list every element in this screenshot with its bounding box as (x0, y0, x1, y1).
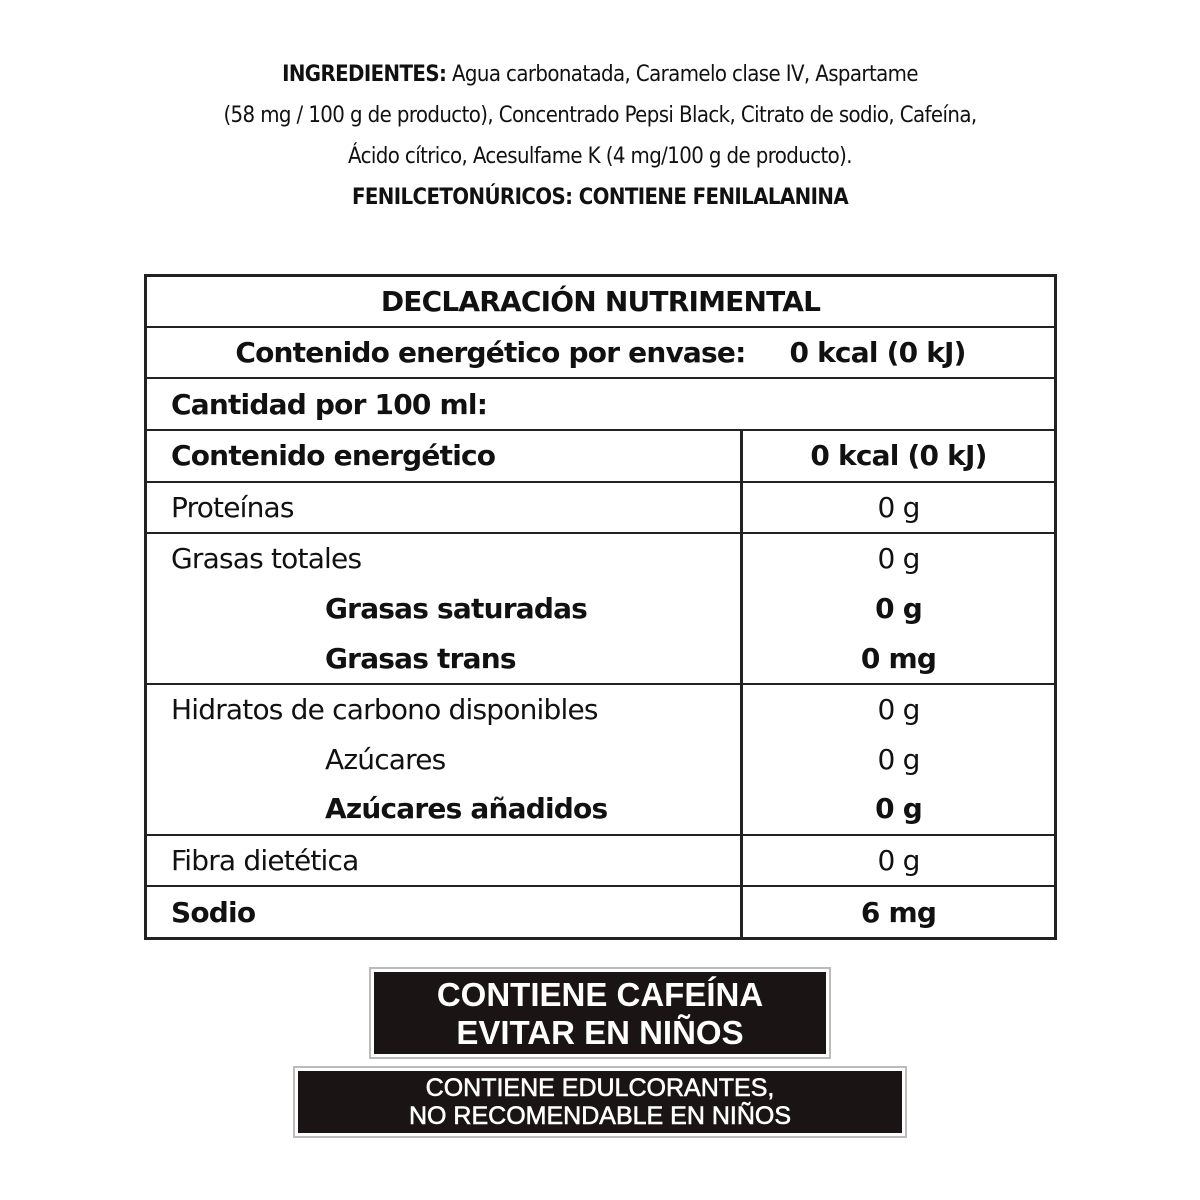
ingredients-label: INGREDIENTES: (282, 62, 447, 87)
nutrition-table (144, 274, 1057, 940)
added-sugars-value: 0 g (875, 792, 922, 826)
total-fat-label: Grasas totales (171, 542, 362, 576)
ingredients-line-1: INGREDIENTES: Agua carbonatada, Caramelo clase IV, Aspartame (282, 62, 918, 87)
table-row (147, 431, 1054, 483)
ingredients-block (60, 54, 1140, 218)
ingredients-line-2: (58 mg / 100 g de producto), Concentrado Pepsi Black, Citrato de sodio, Cafeína, (223, 103, 977, 128)
sodium-value: 6 mg (860, 895, 937, 929)
table-row (147, 887, 1054, 937)
energy-per-package-row (147, 328, 1054, 379)
fiber-value: 0 g (877, 844, 920, 878)
energy-label: Contenido energético (171, 439, 496, 473)
caffeine-warning-label: CONTIENE CAFEÍNA EVITAR EN NIÑOS (374, 972, 826, 1054)
ingredients-line-3: Ácido cítrico, Acesulfame K (4 mg/100 g de producto). (348, 144, 852, 169)
energy-value: 0 kcal (0 kJ) (810, 439, 987, 473)
trans-fat-label: Grasas trans (325, 641, 516, 675)
protein-label: Proteínas (171, 490, 294, 524)
table-row (147, 483, 1054, 535)
sugars-label: Azúcares (325, 742, 446, 776)
energy-per-package-value: 0 kcal (0 kJ) (789, 336, 966, 369)
carbs-label: Hidratos de carbono disponibles (171, 693, 598, 727)
saturated-fat-label: Grasas saturadas (325, 592, 588, 626)
total-fat-value: 0 g (877, 542, 920, 576)
table-row (147, 534, 1054, 685)
added-sugars-label: Azúcares añadidos (325, 792, 608, 826)
protein-value: 0 g (877, 490, 920, 524)
quantity-per-100ml: Cantidad por 100 ml: (147, 379, 1054, 431)
sweetener-warning-label: CONTIENE EDULCORANTES, NO RECOMENDABLE EN NIÑOS (298, 1071, 902, 1133)
fiber-label: Fibra dietética (171, 844, 359, 878)
phenylketonuria-warning: FENILCETONÚRICOS: CONTIENE FENILALANINA (351, 185, 849, 210)
energy-per-package-label: Contenido energético por envase: (235, 336, 746, 369)
trans-fat-value: 0 mg (860, 641, 937, 675)
sodium-label: Sodio (171, 895, 256, 929)
table-row (147, 836, 1054, 888)
sugars-value: 0 g (877, 742, 920, 776)
table-row (147, 685, 1054, 836)
saturated-fat-value: 0 g (875, 592, 922, 626)
nutrition-title: DECLARACIÓN NUTRIMENTAL (147, 277, 1054, 328)
carbs-value: 0 g (877, 693, 920, 727)
